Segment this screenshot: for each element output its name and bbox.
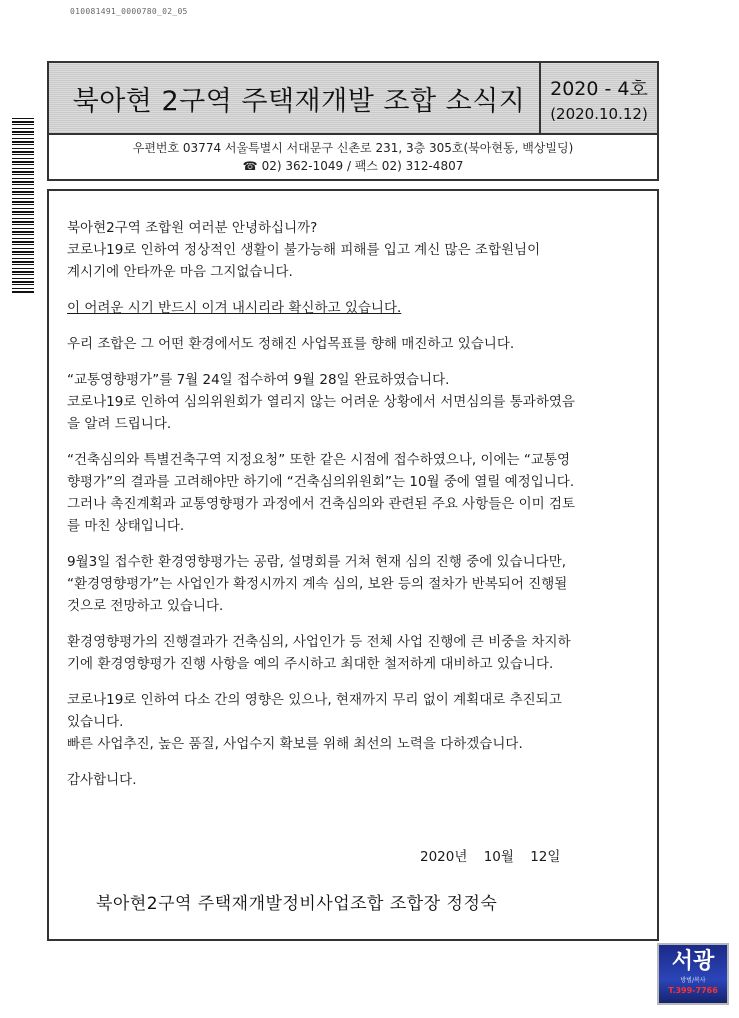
stamp-name: 서광 (671, 949, 715, 974)
line: 빠른 사업추진, 높은 품질, 사업수지 확보를 위해 최선의 노력을 다하겠습니다. (67, 736, 523, 752)
stamp-subtitle: 방범/복사 (680, 977, 706, 984)
line: 코로나19로 인하여 다소 간의 영향은 있으나, 현재까지 무리 없이 계획대로 추진되고 (67, 692, 562, 708)
issue-box (541, 63, 657, 133)
line: 향평가”의 결과를 고려해야만 하기에 “건축심의위원회”는 10월 중에 열릴 예정입니다. (67, 474, 575, 490)
paragraph-traffic (67, 369, 642, 435)
title-box (49, 63, 541, 133)
paragraph-environment (67, 551, 642, 617)
line: “건축심의와 특별건축구역 지정요청” 또한 같은 시점에 접수하였으나, 이에는 “교통영 (67, 452, 570, 468)
paragraph-environment-impact (67, 631, 642, 675)
line: “환경영향평가”는 사업인가 확정시까지 계속 심의, 보완 등의 절차가 반복되어 진행될 (67, 576, 568, 592)
newsletter-header (47, 61, 659, 135)
document-id: 010081491_0000780_02_05 (70, 7, 188, 16)
contact-info (47, 135, 659, 181)
phone-line (49, 157, 657, 175)
print-shop-stamp (657, 943, 729, 1005)
paragraph-commitment (67, 333, 642, 355)
line: 계시기에 안타까운 마음 그지없습니다. (67, 264, 293, 280)
issue-number: 2020 - 4호 (550, 77, 648, 100)
phone-icon: ☎ (242, 159, 258, 173)
letter-content (67, 217, 642, 805)
line: 이 어려운 시기 반드시 이겨 내시리라 확신하고 있습니다. (67, 300, 402, 316)
line: 그러나 촉진계획과 교통영향평가 과정에서 건축심의와 관련된 주요 사항들은 이미 검토 (67, 496, 576, 512)
line: 코로나19로 인하여 정상적인 생활이 불가능해 피해를 입고 계신 많은 조합원님이 (67, 242, 541, 258)
signature: 북아현2구역 주택재개발정비사업조합 조합장 정정숙 (96, 894, 498, 914)
paragraph-architecture (67, 449, 642, 537)
paragraph-confidence (67, 297, 642, 319)
line: 을 알려 드립니다. (67, 416, 172, 432)
barcode (12, 118, 34, 293)
letter-date: 2020년 10월 12일 (420, 849, 561, 865)
line: 를 마친 상태입니다. (67, 518, 185, 534)
address: 우편번호 03774 서울특별시 서대문구 신촌로 231, 3층 305호(북아현동, 백상빌딩) (132, 141, 574, 155)
line: 기에 환경영향평가 진행 사항을 예의 주시하고 최대한 철저하게 대비하고 있습니다. (67, 656, 554, 672)
paragraph-progress (67, 689, 642, 755)
paragraph-greeting (67, 217, 642, 283)
line: 코로나19로 인하여 심의위원회가 열리지 않는 어려운 상황에서 서면심의를 통과하였음 (67, 394, 575, 410)
line: 9월3일 접수한 환경영향평가는 공람, 설명회를 거쳐 현재 심의 진행 중에 있습니다만, (67, 554, 567, 570)
line: 환경영향평가의 진행결과가 건축심의, 사업인가 등 전체 사업 진행에 큰 비중을 차지하 (67, 634, 571, 650)
line: 것으로 전망하고 있습니다. (67, 598, 224, 614)
line: 북아현2구역 조합원 여러분 안녕하십니까? (67, 220, 318, 236)
paragraph-thanks (67, 769, 642, 791)
stamp-phone: T.399-7766 (668, 986, 718, 995)
phone-fax: 02) 362-1049 / 팩스 02) 312-4807 (261, 159, 464, 173)
line: 감사합니다. (67, 772, 137, 788)
line: 있습니다. (67, 714, 124, 730)
issue-date: (2020.10.12) (550, 104, 648, 123)
newsletter-title: 북아현 2구역 주택재개발 조합 소식지 (72, 85, 526, 117)
line: 우리 조합은 그 어떤 환경에서도 정해진 사업목표를 향해 매진하고 있습니다. (67, 336, 515, 352)
line: “교통영향평가”를 7월 24일 접수하여 9월 28일 완료하였습니다. (67, 372, 450, 388)
